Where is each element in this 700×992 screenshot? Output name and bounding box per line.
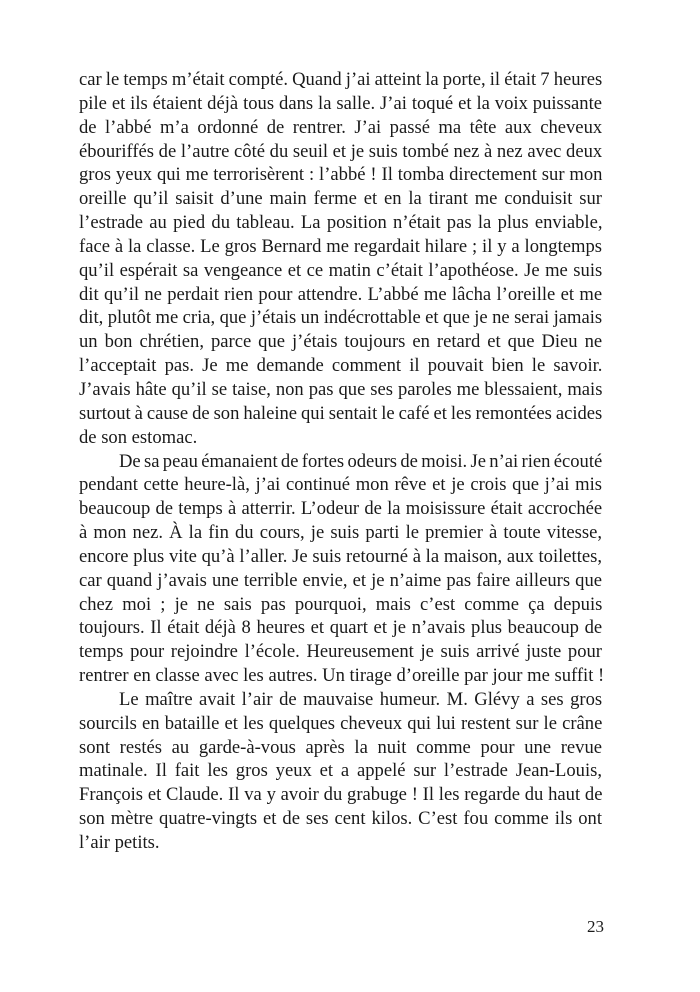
text-line: oreille qu’il saisit d’une main ferme et en la tirant me conduisit sur <box>79 188 602 210</box>
text-line: encore plus vite qu’à l’aller. Je suis retourné à la maison, aux toilettes, <box>79 545 603 567</box>
paragraph <box>79 688 602 855</box>
text-line: pendant cette heure-là, j’ai continué mon rêve et je crois que j’ai mis <box>79 474 602 496</box>
text-line: surtout à cause de son haleine qui sentait le café et les remontées acides <box>79 402 603 424</box>
text-line: J’avais hâte qu’il se taise, non pas que ses paroles me blessaient, mais <box>79 378 603 400</box>
text-line: rentrer en classe avec les autres. Un tirage d’oreille par jour me suffit ! <box>79 665 605 687</box>
text-line: sont restés au garde-à-vous après la nuit comme pour une revue <box>79 736 602 758</box>
paragraph <box>79 68 602 450</box>
text-line: son mètre quatre-vingts et de ses cent kilos. C’est fou comme ils ont <box>79 808 602 830</box>
text-line: gros yeux qui me terrorisèrent : l’abbé ! Il tomba directement sur mon <box>79 164 603 186</box>
text-line: car le temps m’était compté. Quand j’ai atteint la porte, il était 7 heures <box>79 69 603 90</box>
text-line: ébouriffés de l’autre côté du seuil et je suis tombé nez à nez avec deux <box>79 140 603 162</box>
text-line: toujours. Il était déjà 8 heures et quart et je n’avais plus beaucoup de <box>79 617 603 639</box>
text-line: un bon chrétien, parce que j’étais toujours en retard et que Dieu ne <box>79 331 603 353</box>
text-line: face à la classe. Le gros Bernard me regardait hilare ; il y a longtemps <box>79 235 602 257</box>
text-line: l’acceptait pas. Je me demande comment il pouvait bien le savoir. <box>79 355 603 377</box>
page-number: 23 <box>587 917 604 936</box>
paragraph <box>79 450 605 688</box>
text-line: qu’il espérait sa vengeance et ce matin c’était l’apothéose. Je me suis <box>79 259 603 281</box>
text-line: beaucoup de temps à atterrir. L’odeur de la moisissure était accrochée <box>79 498 603 520</box>
text-line: car quand j’avais une terrible envie, et je n’aime pas faire ailleurs que <box>79 569 602 591</box>
text-line: chez moi ; je ne sais pas pourquoi, mais c’est comme ça depuis <box>79 593 603 615</box>
text-line: De sa peau émanaient de fortes odeurs de moisi. Je n’ai rien écouté <box>119 450 603 472</box>
text-line: l’estrade au pied du tableau. La position n’était pas la plus enviable, <box>79 212 603 234</box>
text-line: temps pour rejoindre l’école. Heureusement je suis arrivé juste pour <box>79 641 602 663</box>
text-line: de son estomac. <box>79 426 198 448</box>
text-line: dit, plutôt me cria, que j’étais un indécrottable et que je ne serai jamais <box>79 307 603 329</box>
text-line: matinale. Il fait les gros yeux et a appelé sur l’estrade Jean-Louis, <box>79 760 602 782</box>
text-line: sourcils en bataille et les quelques cheveux qui lui restent sur le crâne <box>79 712 603 734</box>
text-line: pile et ils étaient déjà tous dans la salle. J’ai toqué et la voix puissante <box>79 92 602 114</box>
body-text <box>79 68 605 855</box>
text-line: dit qu’il ne perdait rien pour attendre. L’abbé me lâcha l’oreille et me <box>79 283 603 305</box>
text-line: François et Claude. Il va y avoir du grabuge ! Il les regarde du haut de <box>79 784 603 806</box>
text-line: de l’abbé m’a ordonné de rentrer. J’ai passé ma tête aux cheveux <box>79 116 603 138</box>
text-line: à mon nez. À la fin du cours, je suis parti le premier à toute vitesse, <box>79 522 602 544</box>
text-line: Le maître avait l’air de mauvaise humeur. M. Glévy a ses gros <box>119 688 603 710</box>
text-line: l’air petits. <box>79 832 160 853</box>
